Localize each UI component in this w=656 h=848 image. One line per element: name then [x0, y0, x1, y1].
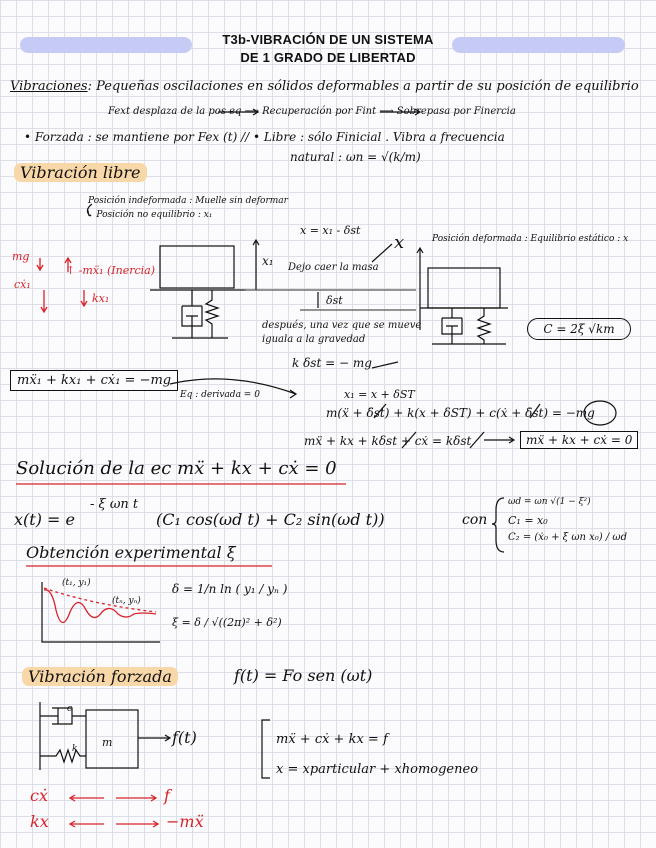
- x-arrow: [417, 248, 423, 330]
- equiv-arrow-1: [70, 795, 156, 801]
- solution-xt: x(t) = e: [14, 510, 75, 529]
- equiv-f: f: [164, 786, 170, 805]
- static-equilibrium-eq: k δst = − mg: [292, 356, 372, 370]
- arrow-cx: [41, 290, 47, 312]
- eq-derivative-note: Eq : derivada = 0: [180, 390, 260, 400]
- deformed-position-note: Posición deformada : Equilibrio estático : x: [432, 234, 629, 244]
- forced-damper: [40, 708, 86, 724]
- solution-exponent: - ξ ωn t: [90, 497, 139, 512]
- forced-label-c: c: [67, 704, 73, 714]
- equiv-cx: cẋ: [30, 786, 48, 805]
- mass-block-2: [428, 268, 500, 308]
- force-spring: kx₁: [92, 292, 110, 305]
- intro-label: Vibraciones: [10, 79, 88, 94]
- arrow-to-mg: [372, 362, 398, 368]
- forced-free-line: • Forzada : se mantiene por Fex (t) // • Libre : sólo Finicial . Vibra a frecuencia: [24, 130, 505, 144]
- arrow-to-result: [484, 437, 514, 443]
- forced-eq-2: x = xparticular + xhomogeneo: [276, 762, 479, 777]
- spring-2: [478, 308, 490, 344]
- result-box: mẍ + kx + cẋ = 0: [520, 431, 638, 449]
- forced-bracket: [262, 720, 270, 778]
- damping-ratio-formula: ξ = δ / √((2π)² + δ²): [172, 616, 282, 629]
- note-undeformed: Posición indeformada : Muelle sin deformar: [88, 196, 288, 206]
- note-nonequilibrium: ↳ Posición no equilibrio : x₁: [86, 210, 213, 220]
- critical-damping-box: [527, 318, 631, 340]
- forced-label-m: m: [102, 736, 113, 749]
- spring-1: [206, 290, 218, 338]
- equiv-kx: kx: [30, 812, 49, 831]
- force-damping: cẋ₁: [14, 278, 31, 291]
- forced-eq-1: mẍ + cẋ + kx = f: [276, 732, 388, 747]
- x-diag-arrow: [372, 244, 392, 262]
- equation-box-motion: mẍ₁ + kx₁ + cẋ₁ = −mg: [10, 370, 178, 391]
- log-decrement: δ = 1/n ln ( y₁ / yₙ ): [172, 582, 288, 596]
- mass-block-1: [160, 246, 234, 288]
- solution-c1: C₁ = x₀: [508, 514, 548, 527]
- arrow-kx: [81, 290, 87, 306]
- x-equals-x1-minus-dst: x = x₁ - δst: [300, 224, 361, 237]
- page-title-line1: T3b-VIBRACIÓN DE UN SISTEMA: [222, 32, 434, 47]
- graph-axes: [42, 582, 160, 642]
- substitution-1: x₁ = x + δST: [344, 388, 415, 401]
- forced-output-f: f(t): [172, 728, 197, 747]
- graph-oscillation: [44, 590, 156, 623]
- section-heading-forzada: Vibración forzada: [22, 667, 178, 686]
- forcing-function: f(t) = Fo sen (ωt): [234, 666, 373, 685]
- substitution-3: mẍ + kx + kδst + cẋ = kδst: [304, 434, 472, 448]
- label-x1: x₁: [262, 254, 274, 268]
- damper-2: [442, 308, 462, 344]
- forced-arrow: [138, 735, 170, 741]
- arrow-mg: [37, 258, 43, 270]
- critical-damping: C = 2ξ √km: [543, 322, 615, 336]
- after-note-1: después, una vez que se mueve: [262, 320, 422, 331]
- graph-point-1: (t₁, y₁): [62, 578, 91, 588]
- intro-definition: [10, 79, 639, 94]
- damper-1: [182, 290, 202, 338]
- label-dst: δst: [326, 294, 343, 307]
- force-mg: mg: [12, 250, 30, 263]
- intro-definition-text: : Pequeñas oscilaciones en sólidos deformables a partir de su posición de equilibrio: [87, 79, 639, 94]
- equiv-minus-mx: −mẍ: [166, 812, 204, 831]
- section-heading-experimental: Obtención experimental ξ: [26, 543, 236, 562]
- solution-con: con: [462, 512, 488, 528]
- section-heading-solution: Solución de la ec mẍ + kx + cẋ = 0: [16, 458, 337, 479]
- page-title-line2: DE 1 GRADO DE LIBERTAD: [240, 50, 416, 65]
- equiv-arrow-2: [70, 821, 158, 827]
- graph-point-n: (tₙ, yₙ): [112, 596, 141, 606]
- force-inertia: ↑ -mẍ₁ (Inercia): [66, 264, 155, 277]
- solution-bracket: (C₁ cos(ωd t) + C₂ sin(ωd t)): [156, 510, 385, 529]
- drop-mass-note: Dejo caer la masa: [288, 262, 379, 273]
- x1-arrow: [253, 240, 259, 290]
- forced-label-k: k: [72, 744, 78, 754]
- natural-frequency: natural : ωn = √(k/m): [290, 150, 421, 164]
- substitution-2: m(ẍ + δ̈st) + k(x + δST) + c(ẋ + δ̇st) = −mg: [326, 406, 595, 420]
- label-x: x: [394, 232, 405, 253]
- solution-brace: [492, 498, 504, 552]
- after-note-2: iguala a la gravedad: [262, 334, 366, 345]
- solution-wd: ωd = ωn √(1 − ξ²): [508, 497, 591, 507]
- intro-chain: Fext desplaza de la pos eq ⟶ Recuperación por Fint ⟶ Sobrepasa por Finercia: [108, 106, 516, 117]
- section-heading-libre: Vibración libre: [14, 163, 147, 182]
- forced-spring: [40, 750, 86, 762]
- solution-c2: C₂ = (ẋ₀ + ξ ωn x₀) / ωd: [508, 532, 627, 543]
